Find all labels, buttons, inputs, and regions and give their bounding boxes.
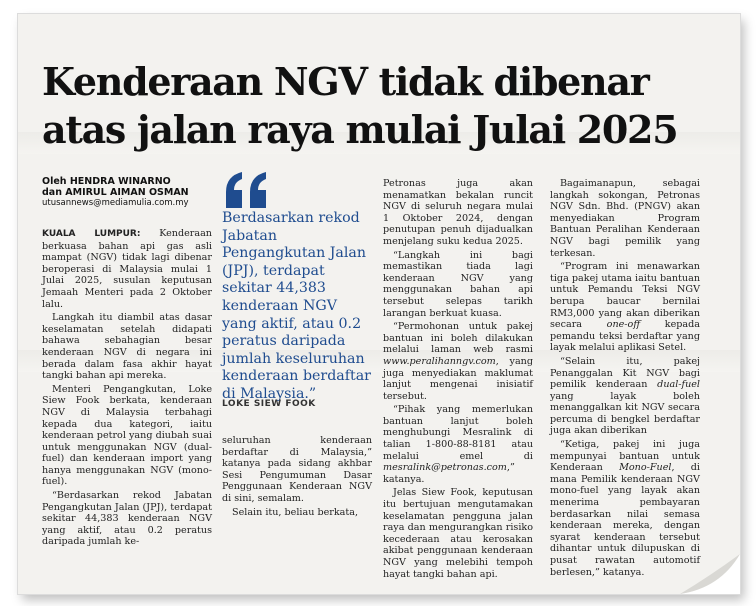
paragraph xyxy=(550,261,700,354)
paragraph xyxy=(42,228,212,310)
paragraph xyxy=(550,356,700,437)
paragraph-text: “Selain itu, pakej Penanggalan Kit NGV bagi pemilik kenderaan xyxy=(550,355,700,391)
paragraph-text: yang layak boleh menanggalkan kit NGV secara percuma di bengkel berdaftar juga akan diberikan xyxy=(550,390,700,437)
paragraph-text: Kenderaan berkuasa bahan api gas asli mampat (NGV) tidak lagi dibenar beroperasi di Malaysia mulai 1 Julai 2025, susulan keputusan Jemaah Menteri pada 2 Oktober lalu. xyxy=(42,228,212,310)
paragraph: Selain itu, beliau berkata, xyxy=(232,506,359,518)
paragraph-text: ,” katanya. xyxy=(383,462,515,485)
article-column-4 xyxy=(550,178,700,580)
headline: Kenderaan NGV tidak dibenar atas jalan raya mulai Julai 2025 xyxy=(42,59,678,152)
paragraph: Jelas Siew Fook, keputusan itu bertujuan mengutamakan keselamatan pengguna jalan raya dan mengurangkan risiko kecederaan atau kerosakan akibat penggunaan kenderaan NGV yang melebihi tempoh hayat tangki bahan api. xyxy=(383,487,533,580)
paragraph-text: “Ketiga, pakej ini juga mempunyai bantuan untuk Kenderaan xyxy=(550,439,700,474)
byline-author-1: Oleh HENDRA WINARNO xyxy=(42,176,171,187)
emphasis: dual-fuel xyxy=(657,379,700,391)
quote-mark-icon xyxy=(222,170,272,210)
byline-email: utusannews@mediamulia.com.my xyxy=(42,198,189,208)
paragraph xyxy=(383,404,533,485)
paragraph-text: “Program ini menawarkan tiga pakej utama iaitu bantuan untuk Pemandu Teksi NGV berupa baucar bernilai RM3,000 yang akan diberikan secara xyxy=(550,261,700,331)
paragraph xyxy=(383,321,533,402)
paragraph: “Berdasarkan rekod Jabatan Pengangkutan Jalan (JPJ), terdapat sekitar 44,383 kenderaan NGV yang aktif, atau 0.2 peratus daripada jumlah ke- xyxy=(42,490,212,548)
dateline: KUALA LUMPUR: xyxy=(42,229,141,239)
emphasis: Mono-Fuel xyxy=(619,462,672,474)
pull-quote: Berdasarkan rekod Jabatan Pengangkutan Jalan (JPJ), terdapat sekitar 44,383 kenderaan NGV yang aktif, atau 0.2 peratus daripada jumlah keseluruhan kenderaan berdaftar di Malaysia.” xyxy=(222,210,371,402)
paragraph: Petronas juga akan menamatkan bekalan runcit NGV di seluruh negara mulai 1 Oktober 2024, dengan penutupan penuh dijadualkan menjelang suku kedua 2025. xyxy=(383,178,533,247)
emphasis: one-off xyxy=(606,319,641,331)
page-curl-icon xyxy=(680,554,740,594)
paragraph: seluruhan kenderaan berdaftar di Malaysia,” katanya pada sidang akhbar Sesi Pengumuman Dasar Penggunaan Kenderaan NGV di sini, semalam. xyxy=(222,435,372,504)
byline xyxy=(42,176,210,209)
paragraph-text: “Pihak yang memerlukan bantuan lanjut boleh menghubungi Mesralink di talian 1-800-88-8181 atau melalui emel di xyxy=(383,404,533,462)
paragraph: Bagaimanapun, sebagai langkah sokongan, Petronas NGV Sdn. Bhd. (PNGV) akan menyediakan Program Bantuan Peralihan Kenderaan NGV bagi pemilik yang terkesan. xyxy=(550,178,700,259)
paragraph-text: “Permohonan untuk pakej bantuan ini boleh dilakukan melalui laman web rasmi xyxy=(383,321,533,356)
article-column-3 xyxy=(383,178,533,582)
email-link[interactable]: mesralink@petronas.com xyxy=(383,462,507,474)
paragraph: Menteri Pengangkutan, Loke Siew Fook berkata, kenderaan NGV di Malaysia terbahagi kepada dua kategori, iaitu kenderaan petrol yang diubah suai untuk menggunakan NGV (dual-fuel) dan kenderaan import yang hanya menggunakan NGV (mono-fuel). xyxy=(42,383,212,488)
paragraph-text: , di mana Pemilik kenderaan NGV mono-fuel yang layak akan menerima pembayaran berdasarkan nilai semasa kenderaan mereka, dengan syarat kenderaan tersebut dihantar untuk dilupuskan di pusat rawatan automotif berlesen,” katanya. xyxy=(550,462,701,578)
pull-quote-author: LOKE SIEW FOOK xyxy=(222,399,316,409)
paragraph-text: kepada pemandu teksi berdaftar yang layak melalui aplikasi Setel. xyxy=(550,319,700,354)
paragraph xyxy=(550,439,700,578)
article-column-2 xyxy=(222,435,372,520)
byline-author-2: dan AMIRUL AIMAN OSMAN xyxy=(42,187,189,198)
paragraph-text: , yang juga menyediakan maklumat lanjut mengenai inisiatif tersebut. xyxy=(383,355,533,402)
website-link[interactable]: www.peralihanngv.com xyxy=(383,355,496,367)
paragraph: Langkah itu diambil atas dasar keselamatan setelah didapati bahawa sebahagian besar kenderaan NGV di negara ini berada dalam fasa akhir hayat tangki bahan api mereka. xyxy=(42,312,212,382)
paragraph: “Langkah ini bagi memastikan tiada lagi kenderaan NGV yang menggunakan bahan api tersebut selepas tarikh larangan berkuat kuasa. xyxy=(383,249,533,319)
article-column-1 xyxy=(42,228,212,550)
